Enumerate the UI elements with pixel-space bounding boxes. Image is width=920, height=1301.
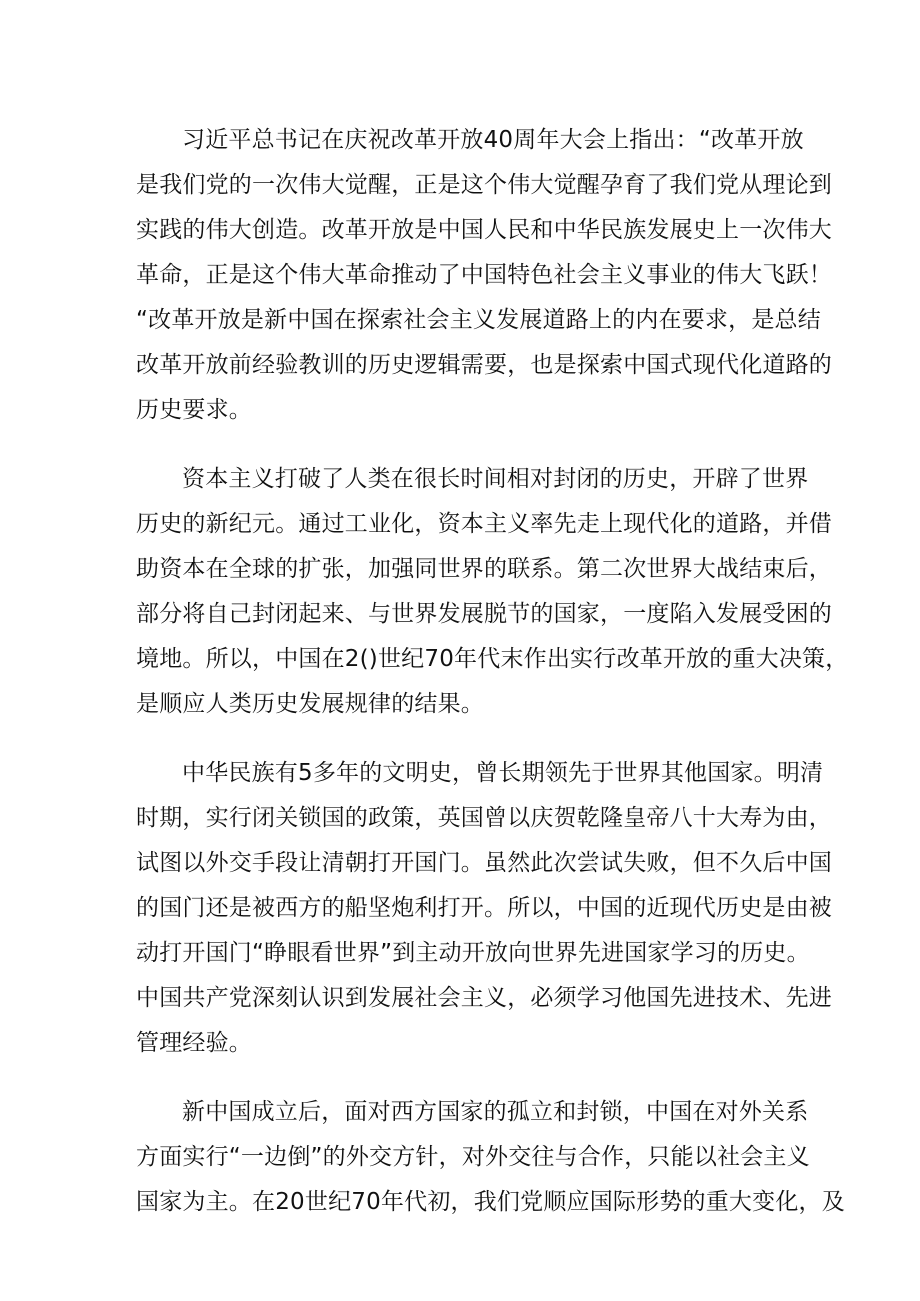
text-line: 历史要求。 xyxy=(136,397,252,423)
text-line: 方面实行“一边倒”的外交方针，对外交往与合作，只能以社会主义 xyxy=(136,1144,810,1170)
paragraph-4 xyxy=(136,1090,845,1225)
paragraph-2 xyxy=(136,457,849,727)
text-line: 历史的新纪元。通过工业化，资本主义率先走上现代化的道路，并借 xyxy=(136,511,832,537)
text-line: 是我们党的一次伟大觉醒，正是这个伟大觉醒孕育了我们党从理论到 xyxy=(136,172,832,198)
text-line: 中国共产党深刻认识到发展社会主义，必须学习他国先进技术、先进 xyxy=(136,985,832,1011)
text-line: “改革开放是新中国在探索社会主义发展道路上的内在要求，是总结 xyxy=(136,307,821,333)
text-line: 新中国成立后，面对西方国家的孤立和封锁，中国在对外关系 xyxy=(182,1099,809,1125)
text-line: 中华民族有5多年的文明史，曾长期领先于世界其他国家。明清 xyxy=(182,760,824,786)
document-body xyxy=(136,118,849,1249)
text-line: 境地。所以，中国在2()世纪70年代末作出实行改革开放的重大决策， xyxy=(136,646,849,672)
text-line: 实践的伟大创造。改革开放是中国人民和中华民族发展史上一次伟大 xyxy=(136,217,832,243)
text-line: 动打开国门“睁眼看世界”到主动开放向世界先进国家学习的历史。 xyxy=(136,940,810,966)
text-line: 习近平总书记在庆祝改革开放40周年大会上指出：“改革开放 xyxy=(182,127,804,153)
text-line: 试图以外交手段让清朝打开国门。虽然此次尝试失败，但不久后中国 xyxy=(136,850,832,876)
text-line: 助资本在全球的扩张，加强同世界的联系。第二次世界大战结束后， xyxy=(136,556,832,582)
text-line: 革命，正是这个伟大革命推动了中国特色社会主义事业的伟大飞跃！ xyxy=(136,262,832,288)
paragraph-1 xyxy=(136,118,832,433)
text-line: 国家为主。在20世纪70年代初，我们党顺应国际形势的重大变化，及 xyxy=(136,1189,845,1215)
text-line: 部分将自己封闭起来、与世界发展脱节的国家，一度陷入发展受困的 xyxy=(136,601,832,627)
text-line: 的国门还是被西方的船坚炮利打开。所以，中国的近现代历史是由被 xyxy=(136,895,832,921)
paragraph-3 xyxy=(136,751,832,1066)
text-line: 管理经验。 xyxy=(136,1030,252,1056)
text-line: 是顺应人类历史发展规律的结果。 xyxy=(136,691,484,717)
text-line: 改革开放前经验教训的历史逻辑需要，也是探索中国式现代化道路的 xyxy=(136,352,832,378)
text-line: 资本主义打破了人类在很长时间相对封闭的历史，开辟了世界 xyxy=(182,466,809,492)
text-line: 时期，实行闭关锁国的政策，英国曾以庆贺乾隆皇帝八十大寿为由， xyxy=(136,805,832,831)
